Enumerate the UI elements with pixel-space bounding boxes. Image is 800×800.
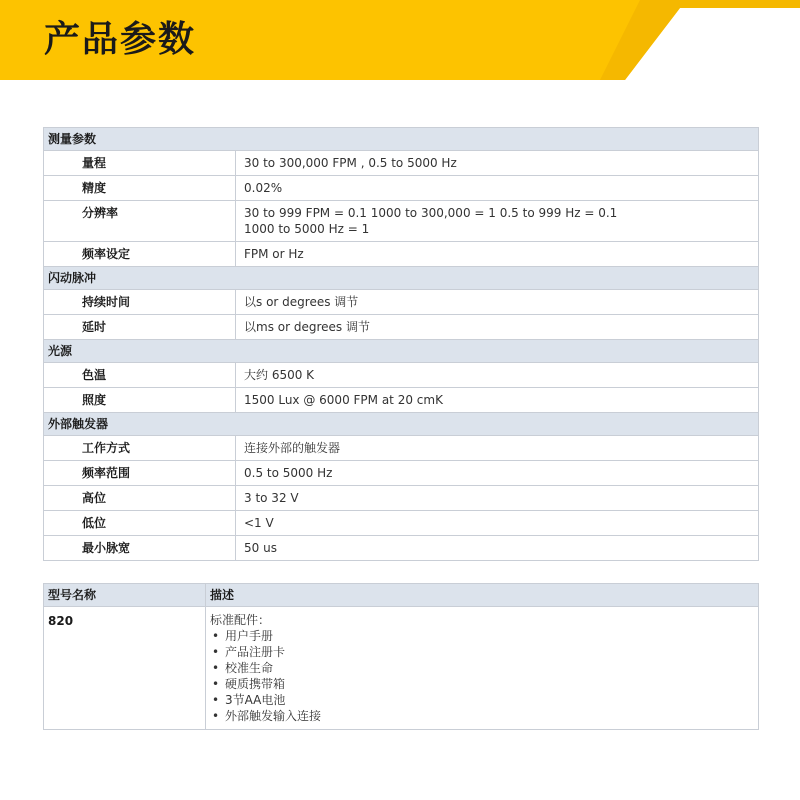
section-title: 外部触发器 bbox=[44, 413, 759, 436]
param-name: 量程 bbox=[44, 151, 236, 176]
section-header-row bbox=[44, 413, 759, 436]
spec-row bbox=[44, 511, 759, 536]
param-name: 最小脉宽 bbox=[44, 536, 236, 561]
spec-row bbox=[44, 242, 759, 267]
accessory-item: • 用户手册 bbox=[210, 628, 754, 644]
param-value: 以ms or degrees 调节 bbox=[236, 315, 759, 340]
param-name: 精度 bbox=[44, 176, 236, 201]
spec-row bbox=[44, 486, 759, 511]
param-name: 持续时间 bbox=[44, 290, 236, 315]
spec-row bbox=[44, 536, 759, 561]
title-banner bbox=[0, 0, 800, 90]
param-name: 频率范围 bbox=[44, 461, 236, 486]
section-header-row bbox=[44, 340, 759, 363]
spec-table bbox=[43, 127, 759, 561]
param-name: 低位 bbox=[44, 511, 236, 536]
spec-row bbox=[44, 363, 759, 388]
section-header-row bbox=[44, 128, 759, 151]
accessory-item: • 硬质携带箱 bbox=[210, 676, 754, 692]
param-value: 30 to 999 FPM = 0.1 1000 to 300,000 = 1 0.5 to 999 Hz = 0.1 1000 to 5000 Hz = 1 bbox=[236, 201, 759, 242]
accessory-item: • 3节AA电池 bbox=[210, 692, 754, 708]
spec-row bbox=[44, 461, 759, 486]
model-row bbox=[44, 607, 759, 730]
model-table bbox=[43, 583, 759, 730]
model-header-cell: 型号名称 bbox=[44, 584, 206, 607]
spec-row bbox=[44, 388, 759, 413]
param-name: 照度 bbox=[44, 388, 236, 413]
param-value: 3 to 32 V bbox=[236, 486, 759, 511]
param-value: 0.5 to 5000 Hz bbox=[236, 461, 759, 486]
accessory-item: • 校准生命 bbox=[210, 660, 754, 676]
model-table-header-row bbox=[44, 584, 759, 607]
spec-row bbox=[44, 176, 759, 201]
param-value: 大约 6500 K bbox=[236, 363, 759, 388]
section-title: 光源 bbox=[44, 340, 759, 363]
section-title: 测量参数 bbox=[44, 128, 759, 151]
accessories-list bbox=[210, 628, 754, 724]
param-value: 以s or degrees 调节 bbox=[236, 290, 759, 315]
accessory-item: • 外部触发输入连接 bbox=[210, 708, 754, 724]
param-value: 50 us bbox=[236, 536, 759, 561]
param-value: 30 to 300,000 FPM , 0.5 to 5000 Hz bbox=[236, 151, 759, 176]
spec-row bbox=[44, 201, 759, 242]
model-number-cell: 820 bbox=[44, 607, 206, 730]
param-name: 分辨率 bbox=[44, 201, 236, 242]
spec-table-body bbox=[44, 128, 759, 561]
accessory-item: • 产品注册卡 bbox=[210, 644, 754, 660]
section-title: 闪动脉冲 bbox=[44, 267, 759, 290]
param-value: FPM or Hz bbox=[236, 242, 759, 267]
spec-row bbox=[44, 315, 759, 340]
param-name: 色温 bbox=[44, 363, 236, 388]
spec-row bbox=[44, 436, 759, 461]
param-value: 0.02% bbox=[236, 176, 759, 201]
description-header-cell: 描述 bbox=[206, 584, 759, 607]
param-name: 频率设定 bbox=[44, 242, 236, 267]
page-title: 产品参数 bbox=[44, 19, 197, 60]
param-name: 延时 bbox=[44, 315, 236, 340]
spec-row bbox=[44, 151, 759, 176]
param-value: <1 V bbox=[236, 511, 759, 536]
param-name: 工作方式 bbox=[44, 436, 236, 461]
section-header-row bbox=[44, 267, 759, 290]
param-value: 1500 Lux @ 6000 FPM at 20 cmK bbox=[236, 388, 759, 413]
accessories-title: 标准配件： bbox=[210, 613, 271, 627]
spec-row bbox=[44, 290, 759, 315]
description-cell bbox=[206, 607, 759, 730]
param-name: 高位 bbox=[44, 486, 236, 511]
param-value: 连接外部的触发器 bbox=[236, 436, 759, 461]
